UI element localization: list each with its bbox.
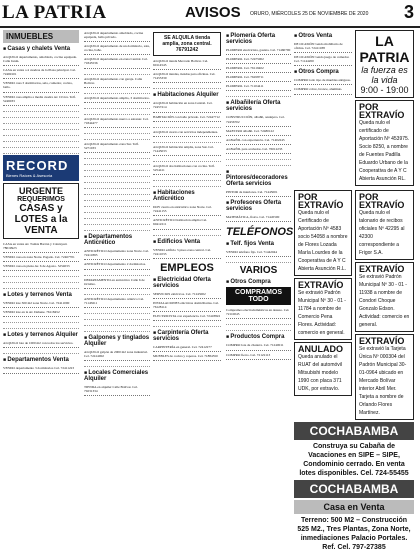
ad-filler bbox=[84, 160, 150, 165]
ad-filler bbox=[84, 184, 150, 189]
notice-text: Queda nulo el Certificado de Aportación Nº 4583 socio 54058 a nombre de Flores Lozada María Lourdes de la Cooperativa de A Y C Abierta Asunción R.L. bbox=[298, 210, 348, 272]
ad-filler bbox=[84, 104, 150, 109]
classified-ad: HABITACIÓN con baño privado. Cel. 72447712 bbox=[153, 114, 221, 122]
category-heading: ■ Otros Venta bbox=[294, 33, 352, 39]
ad-filler bbox=[3, 143, 79, 148]
classified-ad: CARPINTERÍA en general. Cel. 72412277 bbox=[153, 344, 221, 352]
compro-banner: COMPRAMOS TODO bbox=[226, 287, 291, 305]
notice-title: ANULADO bbox=[298, 344, 343, 354]
ad-filler bbox=[3, 131, 79, 136]
ad-filler bbox=[84, 166, 150, 171]
notice-text: Queda nulo el certificado de Aportación Nº 453975. Socio 8250, a nombre de Fuentes Padilla Eduardo Urbano de la Cooperativa de A Y C Abierta Asunción RL. bbox=[359, 120, 410, 182]
notice-text: Se extravió Padrón Municipal Nº 30 - 01 - 11784 a nombre de Comercio Pena Flores. Actividad: comercio en general. bbox=[298, 290, 346, 336]
classified-ad: ALQUILO departamento nuevo a estrenar. Cel. 71844477 bbox=[84, 116, 150, 128]
ad-filler bbox=[84, 172, 150, 177]
category-heading: ■ Plomería Oferta servicios bbox=[226, 33, 291, 45]
classified-ad: ALQUILO departamento con garaje. Calle Bolívar. bbox=[84, 76, 150, 88]
classified-ad: VENDO casa en zona Norte. Pagado. Cel. 72467701 bbox=[3, 254, 79, 262]
category-heading: ■ Habitaciones Alquiler bbox=[153, 92, 221, 98]
notice-text: Se extravió la Tarjeta Única Nº 000304 del Padrón Municipal 30-01-0964 ubicado en Mercado Bolívar interior Abril Mer. Tarjeta a nombre de Orlando Flores Martínez. bbox=[359, 346, 407, 416]
classified-ad: ALBAÑIL con experiencia. Cel. 71402245 bbox=[226, 137, 291, 145]
ad-filler bbox=[3, 119, 79, 124]
notice-box bbox=[294, 278, 352, 340]
classified-ad: CONSTRUCCIÓN, albañil, azulejero. Cel. 72456702 bbox=[226, 114, 291, 126]
ad-filler bbox=[84, 220, 150, 225]
notice-title: EXTRAVÍO bbox=[298, 280, 344, 290]
ad-filler bbox=[84, 214, 150, 219]
classified-ad: PLOMERO. Cel. 76458711 bbox=[226, 74, 291, 82]
classified-ad: VENDO edificio 3 pisos zona central. Cel. 72411033 bbox=[153, 247, 221, 259]
ad-filler bbox=[3, 272, 79, 277]
urgent-line-1: URGENTE bbox=[18, 185, 63, 196]
cochabamba-banner-1: COCHABAMBA bbox=[294, 422, 414, 440]
ad-filler bbox=[84, 271, 150, 276]
masthead: LA PATRIA bbox=[2, 2, 107, 23]
cochabamba-banner-2: COCHABAMBA bbox=[294, 480, 414, 498]
ad-filler bbox=[84, 129, 150, 134]
cochabamba-subtitle: Casa en Venta bbox=[294, 500, 414, 514]
ad-filler bbox=[153, 231, 221, 236]
ad-filler bbox=[226, 155, 291, 160]
category-heading: ■ Albañilería Oferta servicios bbox=[226, 100, 291, 112]
ad-filler bbox=[3, 137, 79, 142]
empleos-heading: EMPLEOS bbox=[160, 261, 214, 274]
category-heading: ■ Electricidad Oferta servicios bbox=[153, 277, 221, 289]
classified-ad: SERVICIOS eléctricos. Cel. 71245002 bbox=[153, 291, 221, 299]
ad-filler bbox=[84, 202, 150, 207]
ad-filler bbox=[153, 322, 221, 327]
ad-filler bbox=[84, 290, 150, 295]
ad-filler bbox=[84, 362, 150, 367]
ad-filler bbox=[3, 149, 79, 154]
classified-ad: ALQUILO lote de 1000 m2 con todos los servicios. bbox=[3, 340, 79, 348]
ad-filler bbox=[3, 125, 79, 130]
classified-ad: COMPRO todo tipo de muebles antiguos. bbox=[294, 77, 352, 85]
classified-ad: ALQUILO departamento de un dormitorio, sala, cocina, baño. bbox=[84, 43, 150, 55]
classified-ad: MUEBLES de cocina y roperos. Cel. 71884550 bbox=[153, 353, 221, 361]
ad-filler bbox=[84, 196, 150, 201]
notice-text: Queda anulado el RUAT del automóvil Mitsubishi modelo 1990 con placa 371 UDK, por extravío. bbox=[298, 354, 342, 392]
classified-ad: PLOMERO. Cel. 72475002 bbox=[226, 56, 291, 64]
category-heading: ■ Lotes y terrenos Alquiler bbox=[3, 332, 79, 338]
ad-filler bbox=[3, 278, 79, 283]
notice-title: POR EXTRAVÍO bbox=[359, 192, 405, 210]
varios-heading: VARIOS bbox=[239, 265, 278, 277]
classified-ad: VENDO lote 300 m2 zona Norte. Cel. 72411090 bbox=[3, 300, 79, 308]
category-heading: ■ Locales Comerciales Alquiler bbox=[84, 370, 150, 382]
top-right-boxes bbox=[355, 30, 414, 188]
classified-ad: DE OCASIÓN vendo mobiliario de oficina. Cel. 72411188 bbox=[294, 41, 352, 53]
classified-ad: CASA en venta Av. Tomás Barrón y Calatayud. 78019923 bbox=[3, 241, 79, 253]
category-heading: ■ Lotes y terrenos Venta bbox=[3, 292, 79, 298]
ad-filler bbox=[84, 321, 150, 326]
ad-filler bbox=[84, 178, 150, 183]
notice-box bbox=[355, 100, 414, 186]
notice-box bbox=[294, 342, 352, 396]
mid-right-row bbox=[294, 188, 414, 422]
section-title: AVISOS bbox=[185, 4, 241, 21]
urgent-ad bbox=[3, 183, 79, 239]
page-header bbox=[0, 0, 420, 28]
classified-ad: DOY cuarto en anticrético zona Norte. Cel. 72441155 bbox=[153, 204, 221, 216]
ad-filler bbox=[3, 284, 79, 289]
column-1 bbox=[3, 30, 79, 375]
ad-filler bbox=[226, 92, 291, 97]
urgent-line-2: REQUERIMOS bbox=[17, 195, 65, 203]
la-patria-name: LA PATRIA bbox=[359, 33, 410, 65]
classified-ad: ALQUILO departamento, amoblado, cocina equipada. Calle Junín. bbox=[3, 54, 79, 66]
notice-box bbox=[355, 190, 414, 260]
record-logo: RECORD bbox=[6, 157, 69, 173]
classified-ad: DE OCASIÓN vendo juego de comedor. Cel. 71144200 bbox=[294, 54, 352, 66]
ad-filler bbox=[84, 315, 150, 320]
notice-title: EXTRAVÍO bbox=[359, 264, 405, 274]
classified-ad: TIENDA en alquiler Calle Bolívar. Cel. 70231334 bbox=[84, 384, 150, 396]
classified-ad: ALQUILO departamento en zona Central. Cel. 71845536 bbox=[84, 56, 150, 68]
classified-ad: VENDO departamento 3 dormitorios Cel. 72411223 bbox=[3, 365, 79, 373]
ad-filler bbox=[226, 320, 291, 325]
classified-ad: PLOMERO electricista, gasista. Cel. 71460790 bbox=[226, 47, 291, 55]
classified-ad: ALQUILO cuarto con servicios independientes. bbox=[153, 129, 221, 137]
ad-filler bbox=[84, 110, 150, 115]
classified-ad: ALQUILO galpón de 2000 m2 zona industrial. Cel. 72414002 bbox=[84, 349, 150, 361]
ad-filler bbox=[153, 182, 221, 187]
telefonos-heading: TELÉFONOS bbox=[226, 226, 294, 239]
classified-ad: ALQUILO dos habitaciones con cocina. Telf. 5254411 bbox=[153, 163, 221, 175]
classified-ad: Compramos electrodomésticos en desuso. Cel. 72110045 bbox=[226, 307, 291, 319]
category-heading: ■ Productos Compra bbox=[226, 334, 291, 340]
category-heading: ■ Casas y chalets Venta bbox=[3, 46, 79, 52]
classified-ad: CASA en venta a 4 cuadras de la Plaza principal. Cel. 72469101 bbox=[3, 67, 79, 79]
ad-filler bbox=[84, 208, 150, 213]
category-heading: ■ Otros Compra bbox=[226, 279, 291, 285]
classified-ad: ALQUILO departamento amplio, 3 dormitorios. bbox=[84, 95, 150, 103]
classified-ad: ANTICRÉTICO departamento céntrico Cel. 71145611 bbox=[84, 296, 150, 308]
notice-text: Queda nulo el talonario de recibos oficiales Nº 42295 al 42300 correspondiente a Frigor S.A. bbox=[359, 210, 405, 256]
category-heading: ■ Telf. fijos Venta bbox=[226, 241, 291, 247]
notice-box bbox=[294, 190, 352, 276]
classified-ad: MATEMÁTICA, física. Cel. 71445500 bbox=[226, 214, 291, 222]
ad-filler bbox=[84, 89, 150, 94]
page-number: 3 bbox=[404, 2, 415, 22]
ad-filler bbox=[153, 157, 221, 162]
classified-ad: PINTOR de interiores. Cel. 71445001 bbox=[226, 189, 291, 197]
top-right-row bbox=[294, 30, 414, 188]
mid-left-notices bbox=[294, 188, 352, 422]
cochabamba-text-2: Terreno: 500 M2 – Construcción 525 M2., Tres Plantas, Zona Norte, inmediaciones Palacio Portales. Ref. Cel. 797-27385 bbox=[297, 517, 411, 551]
category-heading: ■ Otros Compra bbox=[294, 69, 352, 75]
ad-filler bbox=[153, 123, 221, 128]
category-heading: ■ Galpones y tinglados Alquiler bbox=[84, 335, 150, 347]
classified-ad: INSTALACIONES eléctricas domiciliarias. Cel. 76128114 bbox=[153, 300, 221, 312]
classified-ad: VENDO casa 3 dormitorios, sala, comedor, cocina, baño. bbox=[3, 80, 79, 92]
notice-box bbox=[355, 262, 414, 332]
ad-filler bbox=[84, 309, 150, 314]
classified-ad: ALBAÑIL para acabados. Cel. 76012233 bbox=[226, 146, 291, 154]
classified-ad: PLOMERO. Cel. 71104411 bbox=[226, 83, 291, 91]
classified-ad: ALQUILO departamento amoblado, cocina equipada, baño privado. bbox=[84, 30, 150, 42]
la-patria-slogan: la fuerza es la vida bbox=[361, 65, 408, 85]
classified-ad: ELECTRICISTA con experiencia. Cel. 72418822 bbox=[153, 313, 221, 321]
classified-ad: ANTICRÉTICO departamento zona Norte. Cel. 72411893 bbox=[84, 248, 150, 260]
la-patria-box bbox=[355, 30, 414, 98]
ad-filler bbox=[3, 349, 79, 354]
notice-title: POR EXTRAVÍO bbox=[359, 102, 405, 120]
ad-filler bbox=[84, 154, 150, 159]
category-heading: ■ Departamentos Anticrético bbox=[84, 234, 150, 246]
ad-filler bbox=[84, 135, 150, 140]
ad-filler bbox=[84, 327, 150, 332]
ad-filler bbox=[226, 326, 291, 331]
ad-filler bbox=[153, 84, 221, 89]
mid-right-notices bbox=[355, 188, 414, 422]
ad-filler bbox=[226, 258, 291, 263]
notice-text: Se extravió Padrón Municipal Nº 30 - 01 - 11938 a nombre de Condori Choque Gonzalo Edson. Actividad: comercio en general. bbox=[359, 274, 410, 328]
ad-filler bbox=[226, 161, 291, 166]
ad-filler bbox=[153, 176, 221, 181]
band-inmuebles: INMUEBLES bbox=[3, 30, 79, 43]
column-4 bbox=[226, 30, 294, 361]
classified-ad: ALQUILO tiendas, tiendas para oficinas. Cel. 71455330 bbox=[153, 71, 221, 83]
cochabamba-text-1: Construya su Cabaña de Vacaciones en SIPE – SIPE, Condominio cerrado. En venta lotes disponibles. Cel. 724-55455 bbox=[299, 443, 409, 477]
classified-ad: PLOMERO. Cel. 76119402 bbox=[226, 65, 291, 73]
dateline: ORURO, MIÉRCOLES 25 DE NOVIEMBRE DE 2020 bbox=[250, 11, 369, 17]
category-heading: ■ Profesores Oferta servicios bbox=[226, 200, 291, 212]
category-heading: ■ Carpintería Oferta servicios bbox=[153, 330, 221, 342]
ad-filler bbox=[84, 226, 150, 231]
ad-filler bbox=[3, 107, 79, 112]
category-heading: ■ Pintores/decoradores Oferta servicios bbox=[226, 169, 291, 187]
urgent-line-3: CASAS y LOTES a la VENTA bbox=[14, 202, 68, 236]
classified-ad: VENDO teléfono fijo. Cel. 71442044 bbox=[226, 249, 291, 257]
ad-filler bbox=[3, 318, 79, 323]
category-heading: ■ Habitaciones Anticrético bbox=[153, 190, 221, 202]
notice-title: EXTRAVÍO bbox=[359, 336, 405, 346]
top-right-ads bbox=[294, 30, 352, 188]
classified-ad: VENDO casa amplia a media cuadra Av. Cívica. Telf. 5246033 bbox=[3, 94, 79, 106]
classified-ad: COMPRO fierro. Cel. 72122113 bbox=[226, 352, 291, 360]
record-subtitle: Bienes Raíces & Asesoría bbox=[6, 172, 53, 178]
classified-ad: ALQUILO habitación amplia, zona Sur. Cel. 71445033 bbox=[153, 144, 221, 156]
classified-ad: ANTICRÉTICO departamento 2 dormitorios. bbox=[84, 261, 150, 269]
classified-ad: VENDO casa en plena Av. 6 de Agosto. 5254033 bbox=[3, 263, 79, 271]
column-5 bbox=[294, 30, 414, 554]
ad-filler bbox=[84, 190, 150, 195]
classified-ad: COMPRO lote de chatarra. Cel. 71240011 bbox=[226, 342, 291, 350]
classified-ad: MAESTRO albañil. Cel. 72480122 bbox=[226, 128, 291, 136]
notice-title: POR EXTRAVÍO bbox=[298, 192, 344, 210]
ad-filler bbox=[153, 138, 221, 143]
classified-ad: DEPARTAMENTO en anticrético Calle 6 de Octubre. bbox=[84, 277, 150, 289]
la-patria-hours: 9:00 - 19:00 bbox=[360, 85, 409, 95]
classified-ad: VENDO lote en la Av. Dehene. 76118452 bbox=[3, 309, 79, 317]
category-heading: ■ Edificios Venta bbox=[153, 239, 221, 245]
column-2 bbox=[84, 30, 150, 397]
classified-ad: COMPRO cobre, bronce, aluminio. bbox=[294, 86, 352, 94]
ad-filler bbox=[84, 70, 150, 75]
classified-ad: ALQUILO departamento zona Sur. Telf. 5271033 bbox=[84, 141, 150, 153]
record-ad bbox=[3, 155, 79, 181]
ad-filler bbox=[3, 113, 79, 118]
classified-ad: ANTICRÉTICO habitación amplia Cel. 60412211 bbox=[153, 217, 221, 229]
classified-ad: ALQUILO habitación en zona Central. Cel. 72457214 bbox=[153, 100, 221, 112]
ad-filler bbox=[3, 324, 79, 329]
category-heading: ■ Departamentos Venta bbox=[3, 357, 79, 363]
boxed-ad: SE ALQUILA tienda amplia, zona central. 76791242 bbox=[153, 32, 221, 56]
classified-ad: ALQUILO tienda Mercado Bolívar. Cel. 60114545 bbox=[153, 58, 221, 70]
notice-box bbox=[355, 334, 414, 420]
column-3 bbox=[153, 30, 221, 362]
